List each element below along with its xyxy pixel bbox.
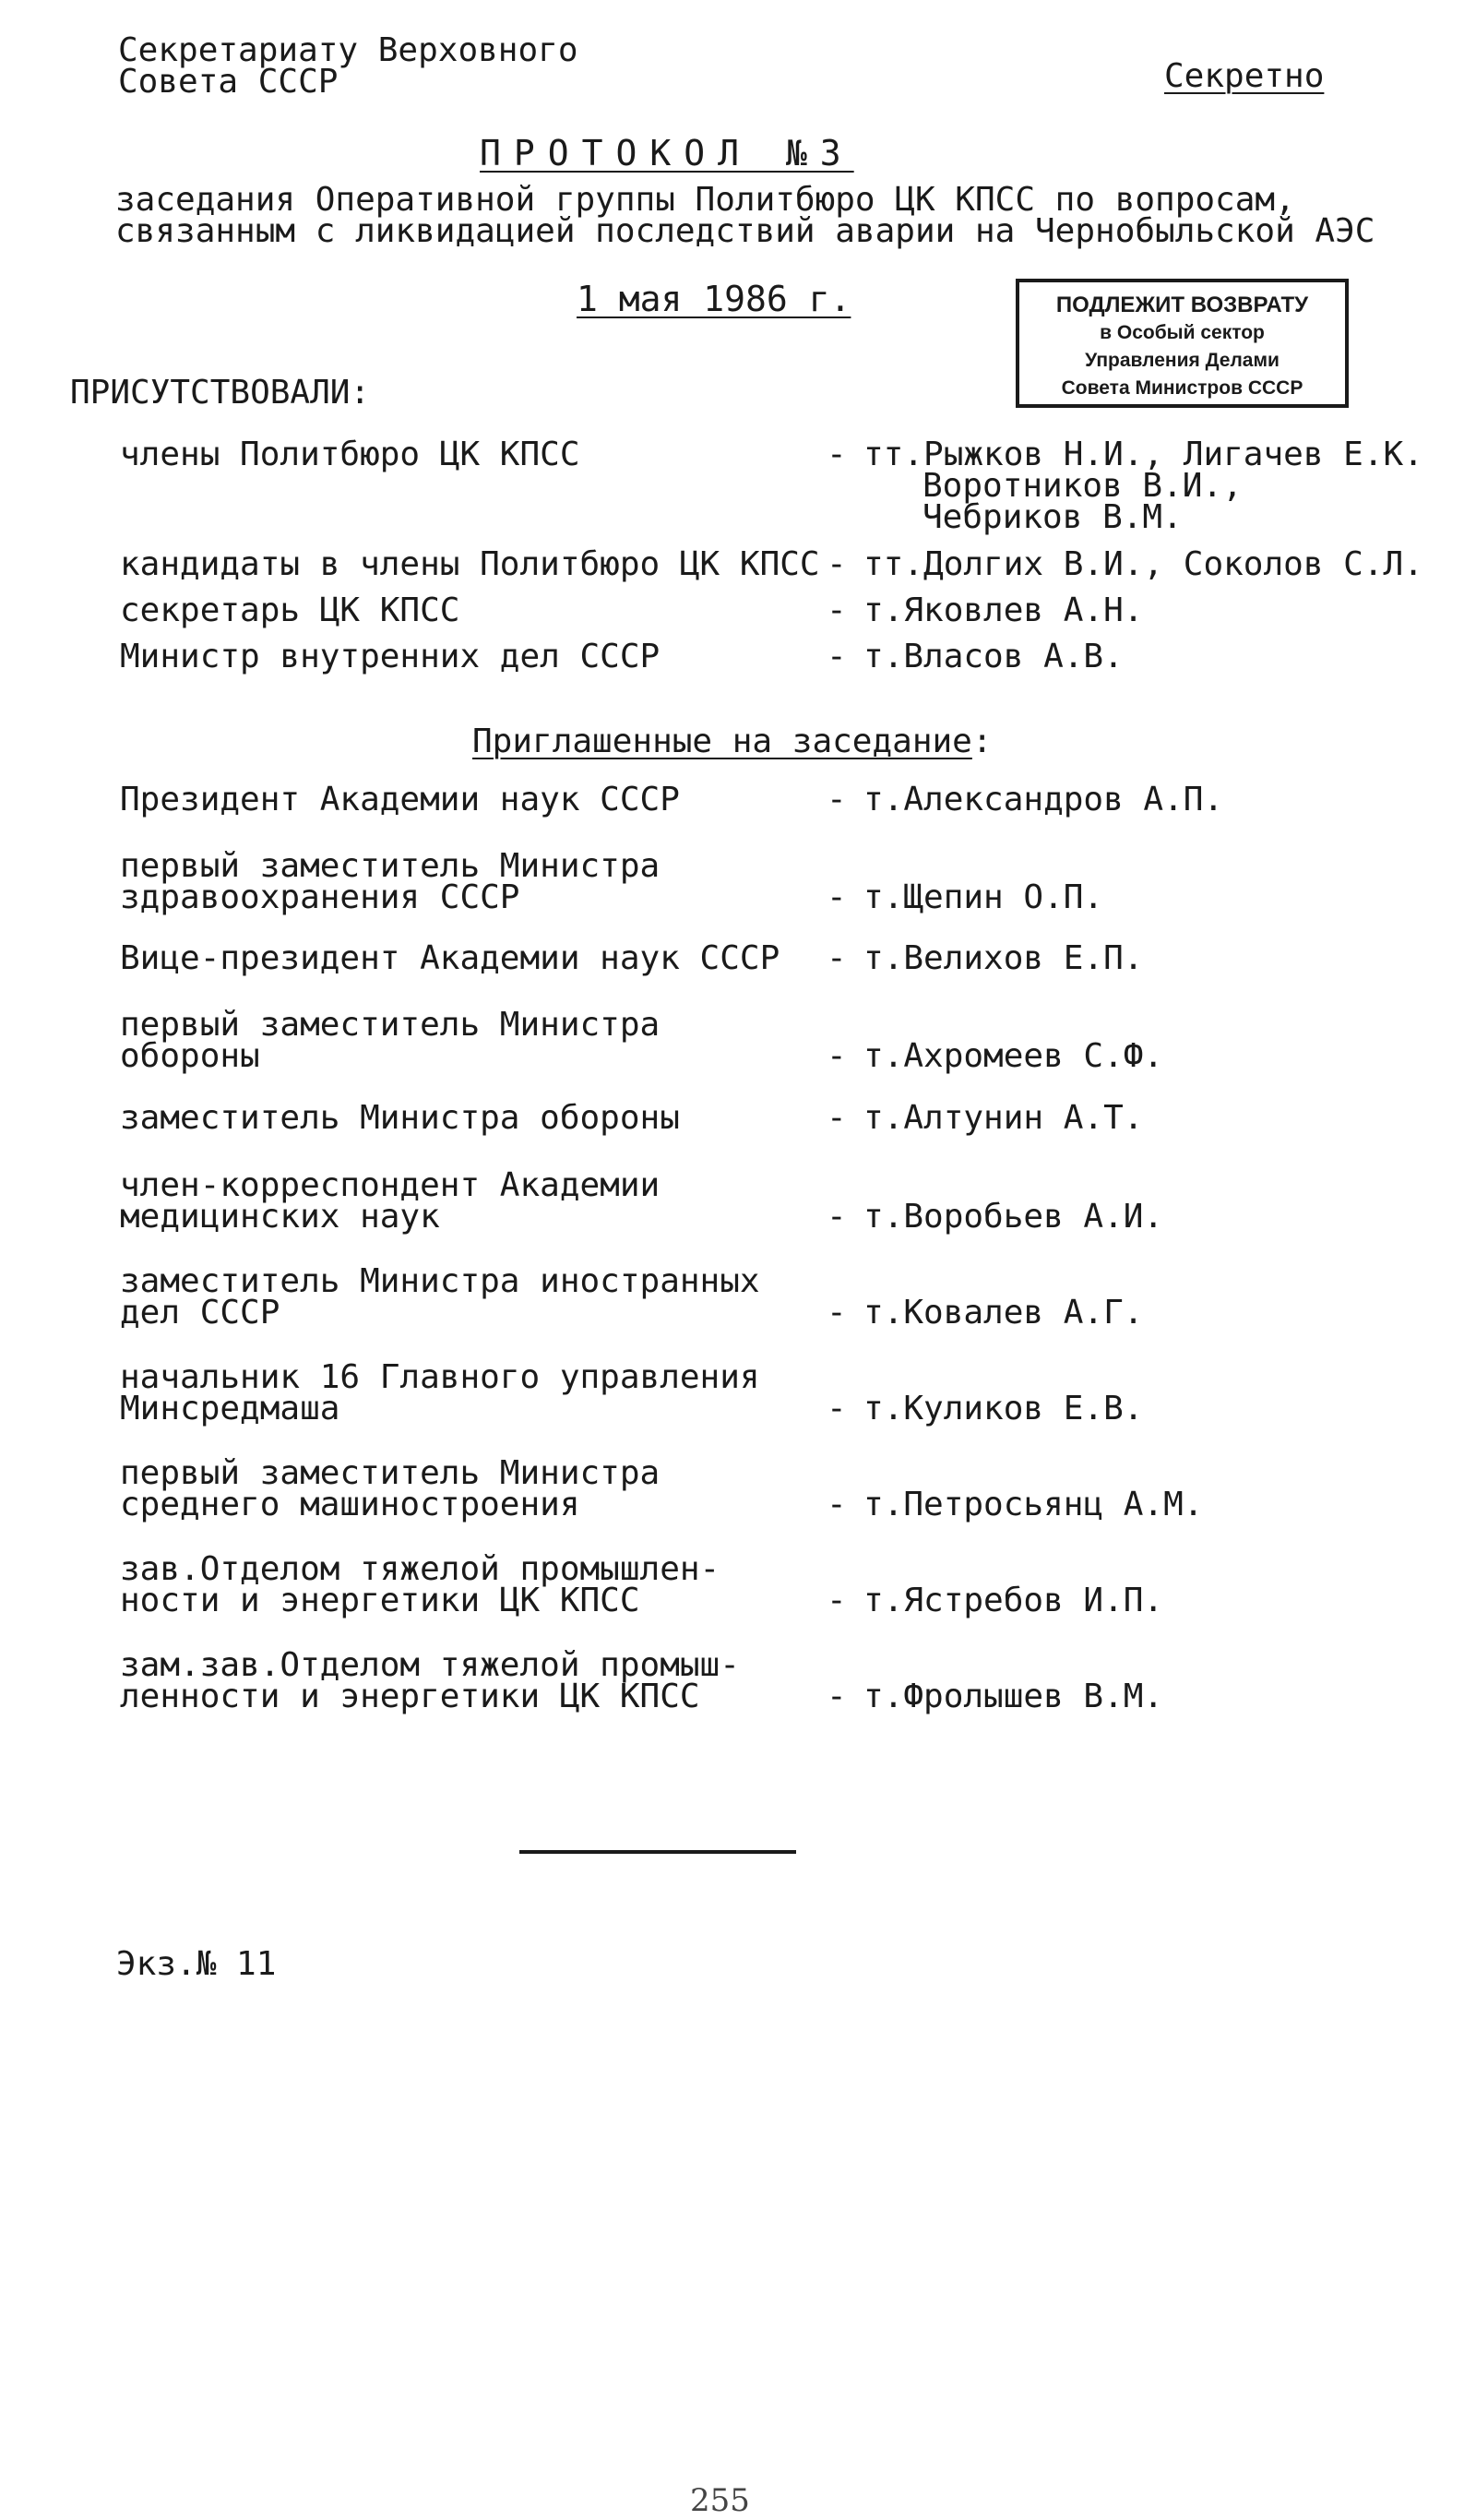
invited-heading-colon: :: [971, 723, 993, 760]
row-role: дел СССР: [120, 1294, 280, 1332]
row-role: член-корреспондент Академии: [120, 1166, 661, 1204]
row-names: т.Воробьев А.И.: [863, 1198, 1164, 1236]
row-role: Минсредмаша: [120, 1390, 340, 1427]
row-dash: -: [827, 1582, 847, 1619]
stamp-line: Совета Министров СССР: [1061, 377, 1303, 399]
row-dash: -: [827, 939, 847, 977]
row-role: первый заместитель Министра: [120, 847, 661, 885]
row-names: Воротников В.И.,: [922, 467, 1243, 505]
present-heading: ПРИСУТСТВОВАЛИ:: [70, 374, 371, 412]
row-names: т.Фролышев В.М.: [863, 1678, 1164, 1715]
row-role: среднего машиностроения: [120, 1486, 580, 1523]
return-stamp: [1016, 279, 1349, 408]
row-dash: -: [827, 638, 847, 675]
meeting-date: 1 мая 1986 г.: [577, 279, 851, 319]
row-role: зам.зав.Отделом тяжелой промыш-: [120, 1646, 740, 1684]
separator-line: [519, 1850, 796, 1854]
invited-heading: [472, 723, 993, 760]
row-dash: -: [827, 1099, 847, 1137]
row-role: медицинских наук: [120, 1198, 440, 1236]
row-role: заместитель Министра обороны: [120, 1099, 680, 1137]
copy-number: Экз.№ 11: [116, 1945, 277, 1983]
document-subtitle: [115, 181, 1375, 250]
row-names: т.Алтунин А.Т.: [863, 1099, 1144, 1137]
document-title: ПРОТОКОЛ №3: [480, 133, 854, 173]
row-names: т.Петросьянц А.М.: [863, 1486, 1204, 1523]
row-dash: -: [827, 781, 847, 818]
addressee-line: Секретариату Верховного: [118, 31, 578, 69]
row-names: т.Ахромеев С.Ф.: [863, 1037, 1164, 1075]
stamp-line: в Особый сектор: [1100, 322, 1265, 343]
addressee-line: Совета СССР: [118, 63, 339, 101]
row-role: первый заместитель Министра: [120, 1454, 661, 1492]
addressee-block: [118, 31, 578, 101]
row-role: первый заместитель Министра: [120, 1006, 661, 1044]
row-names: т.Куликов Е.В.: [863, 1390, 1144, 1427]
page-number: 255: [690, 2482, 750, 2519]
row-role: члены Политбюро ЦК КПСС: [120, 436, 580, 473]
row-dash: -: [827, 1486, 847, 1523]
row-dash: -: [827, 436, 847, 473]
row-dash: -: [827, 1390, 847, 1427]
row-role: обороны: [120, 1037, 260, 1075]
row-names: т.Власов А.В.: [863, 638, 1124, 675]
row-names: т.Ястребов И.П.: [863, 1582, 1164, 1619]
row-names: Чебриков В.М.: [922, 498, 1183, 536]
row-role: кандидаты в члены Политбюро ЦК КПСС: [120, 545, 820, 583]
row-names: т.Яковлев А.Н.: [863, 591, 1144, 629]
row-dash: -: [827, 1198, 847, 1236]
row-role: ности и энергетики ЦК КПСС: [120, 1582, 640, 1619]
row-dash: -: [827, 545, 847, 583]
row-role: Президент Академии наук СССР: [120, 781, 680, 818]
row-dash: -: [827, 1678, 847, 1715]
subtitle-line: заседания Оперативной группы Политбюро ЦК КПСС по вопросам,: [115, 181, 1295, 219]
row-dash: -: [827, 591, 847, 629]
stamp-line: ПОДЛЕЖИТ ВОЗВРАТУ: [1055, 293, 1309, 317]
row-role: здравоохранения СССР: [120, 878, 520, 916]
row-role: ленности и энергетики ЦК КПСС: [120, 1678, 700, 1715]
row-names: т.Щепин О.П.: [863, 878, 1104, 916]
row-dash: -: [827, 1294, 847, 1332]
row-names: т.Александров А.П.: [863, 781, 1224, 818]
row-names: тт.Рыжков Н.И., Лигачев Е.К.: [863, 436, 1423, 473]
invited-heading-text: Приглашенные на заседание: [472, 723, 972, 760]
row-dash: -: [827, 878, 847, 916]
row-role: секретарь ЦК КПСС: [120, 591, 460, 629]
row-role: начальник 16 Главного управления: [120, 1358, 760, 1396]
row-names: тт.Долгих В.И., Соколов С.Л.: [863, 545, 1423, 583]
classification-mark: Секретно: [1164, 57, 1325, 95]
subtitle-line: связанным с ликвидацией последствий аварии на Чернобыльской АЭС: [115, 212, 1375, 250]
row-role: Вице-президент Академии наук СССР: [120, 939, 780, 977]
row-names: т.Ковалев А.Г.: [863, 1294, 1144, 1332]
stamp-line: Управления Делами: [1085, 350, 1280, 371]
row-role: заместитель Министра иностранных: [120, 1262, 760, 1300]
row-role: зав.Отделом тяжелой промышлен-: [120, 1550, 720, 1588]
row-role: Министр внутренних дел СССР: [120, 638, 661, 675]
row-names: т.Велихов Е.П.: [863, 939, 1144, 977]
row-dash: -: [827, 1037, 847, 1075]
